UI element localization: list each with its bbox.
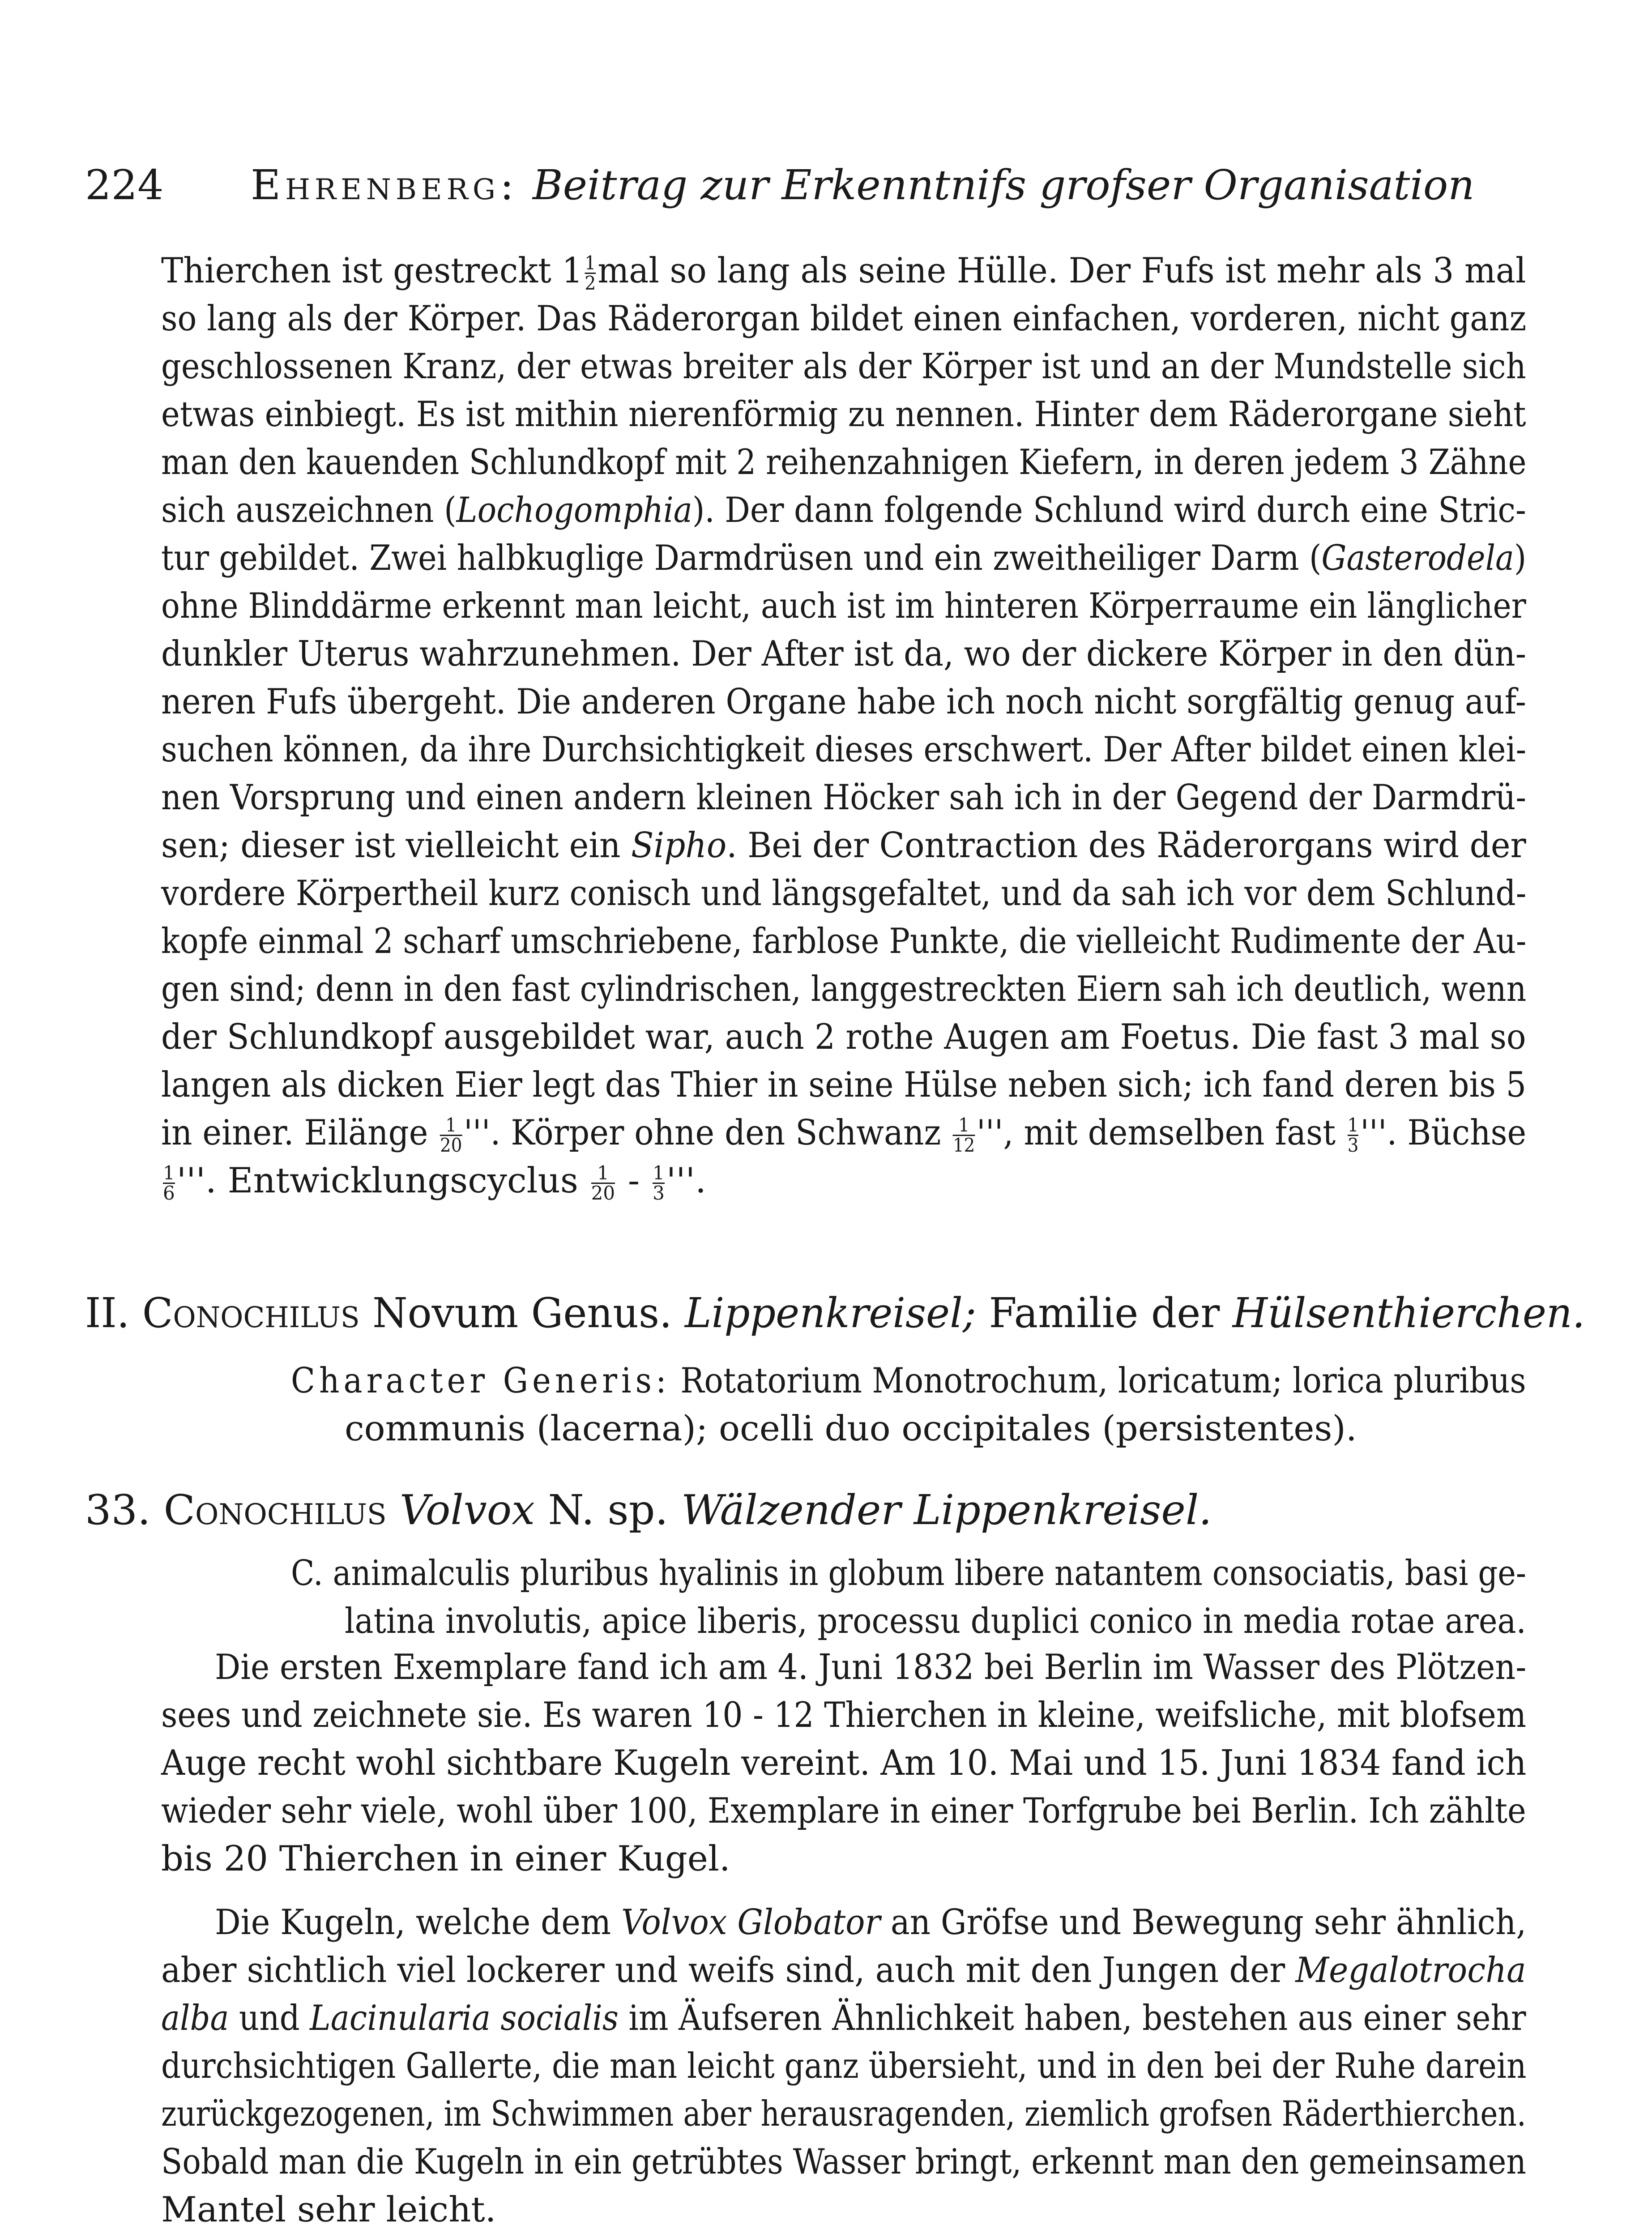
- text-line: man den kauenden Schlundkopf mit 2 reihenzahnigen Kiefern, in deren jedem 3 Zähne: [161, 442, 1527, 483]
- text-line: geschlossenen Kranz, der etwas breiter als der Körper ist und an der Mundstelle sich: [161, 346, 1526, 387]
- species-epithet: Volvox: [400, 1486, 535, 1534]
- text-line: kopfe einmal 2 scharf umschriebene, farblose Punkte, die vielleicht Rudimente der Au-: [161, 921, 1527, 961]
- text-line: wieder sehr viele, wohl über 100, Exemplare in einer Torfgrube bei Berlin. Ich zählte: [161, 1791, 1526, 1831]
- text-line: der Schlundkopf ausgebildet war, auch 2 rothe Augen am Foetus. Die fast 3 mal so: [161, 1017, 1526, 1057]
- fraction: $\frac{1}{2}$: [585, 252, 596, 294]
- header-author: Ehrenberg:: [251, 161, 518, 209]
- text-line: Thierchen ist gestreckt 1 $\frac{1}{2}$ mal so lang als seine Hülle. Der Fufs ist mehr als 3 mal: [161, 251, 1526, 294]
- text-line: suchen können, da ihre Durchsichtigkeit dieses erschwert. Der After bildet einen klei-: [161, 730, 1527, 770]
- text-line: Auge recht wohl sichtbare Kugeln vereint. Am 10. Mai und 15. Juni 1834 fand ich: [161, 1743, 1527, 1783]
- text-line: alba und Lacinularia socialis im Äufseren Ähnlichkeit haben, bestehen aus einer sehr: [161, 1998, 1526, 2038]
- species-heading: [85, 1486, 1212, 1534]
- family-name: Hülsenthierchen.: [1232, 1289, 1585, 1337]
- genus-heading: [85, 1289, 1585, 1337]
- text-line: sich auszeichnen (Lochogomphia). Der dann folgende Schlund wird durch eine Stric-: [161, 490, 1526, 530]
- text-line: ohne Blinddärme erkennt man leicht, auch ist im hinteren Körperraume ein länglicher: [161, 586, 1526, 626]
- running-header: [85, 161, 1475, 224]
- genus-name: Conochilus: [142, 1289, 360, 1337]
- fraction: $\frac{1}{12}$: [952, 1114, 975, 1156]
- text-line: tur gebildet. Zwei halbkuglige Darmdrüsen und ein zweitheiliger Darm (Gasterodela): [161, 538, 1527, 578]
- genus-novum: Novum Genus.: [372, 1289, 672, 1337]
- species-number: 33.: [85, 1486, 151, 1534]
- fraction: $\frac{1}{3}$: [1347, 1114, 1359, 1156]
- genus-vernacular: Lippenkreisel;: [685, 1289, 977, 1337]
- species-nsp: N. sp.: [548, 1486, 668, 1534]
- family-label: Familie der: [989, 1289, 1220, 1337]
- character-label: Character Generis:: [291, 1361, 670, 1401]
- text-line: $\frac{1}{6}$ '''. Entwicklungscyclus $\frac{1}{20}$ - $\frac{1}{3}$ '''.: [163, 1161, 706, 1204]
- text-line: sees und zeichnete sie. Es waren 10 - 12 Thierchen in kleine, weifsliche, mit blofsem: [161, 1695, 1527, 1735]
- text-line: Sobald man die Kugeln in ein getrübtes Wasser bringt, erkennt man den gemeinsamen: [161, 2142, 1526, 2182]
- text-line: neren Fufs übergeht. Die anderen Organe habe ich noch nicht sorgfältig genug auf-: [161, 682, 1526, 722]
- text-line: zurückgezogenen, im Schwimmen aber herausragenden, ziemlich grofsen Räderthierchen.: [161, 2094, 1526, 2134]
- text-line: gen sind; denn in den fast cylindrischen, langgestreckten Eiern sah ich deutlich, wenn: [161, 969, 1527, 1009]
- text-line: durchsichtigen Gallerte, die man leicht ganz übersieht, und in den bei der Ruhe darein: [161, 2046, 1527, 2086]
- text-line: latina involutis, apice liberis, processu duplici conico in media rotae area.: [345, 1601, 1526, 1641]
- text-line: Mantel sehr leicht.: [161, 2190, 496, 2230]
- species-vernacular: Wälzender Lippenkreisel.: [681, 1486, 1212, 1534]
- header-title: Beitrag zur Erkenntnifs grofser Organisation: [533, 161, 1475, 209]
- text-line: communis (lacerna); ocelli duo occipitales (persistentes).: [345, 1409, 1357, 1449]
- text-line: sen; dieser ist vielleicht ein Sipho. Bei der Contraction des Räderorgans wird der: [161, 825, 1526, 866]
- fraction: $\frac{1}{20}$: [440, 1114, 462, 1156]
- text-line: Die Kugeln, welche dem Volvox Globator an Gröfse und Bewegung sehr ähnlich,: [215, 1902, 1527, 1943]
- text-line: nen Vorsprung und einen andern kleinen Höcker sah ich in der Gegend der Darmdrü-: [161, 777, 1527, 818]
- text-line: in einer. Eilänge $\frac{1}{20}$ '''. Körper ohne den Schwanz $\frac{1}{12}$ ''', mit demselben fast $\frac{1}{3}$ '''. Büchse: [161, 1113, 1527, 1156]
- genus-number: II.: [85, 1289, 130, 1337]
- text-line: etwas einbiegt. Es ist mithin nierenförmig zu nennen. Hinter dem Räderorgane sieht: [161, 394, 1526, 435]
- page-number: 224: [85, 161, 164, 209]
- text-line: C. animalculis pluribus hyalinis in globum libere natantem consociatis, basi ge-: [291, 1553, 1526, 1593]
- fraction: $\frac{1}{3}$: [653, 1162, 665, 1204]
- fraction: $\frac{1}{6}$: [163, 1162, 175, 1204]
- text-line: dunkler Uterus wahrzunehmen. Der After ist da, wo der dickere Körper in den dün-: [161, 634, 1527, 674]
- text-line: vordere Körpertheil kurz conisch und längsgefaltet, und da sah ich vor dem Schlund-: [161, 873, 1527, 914]
- text-line: langen als dicken Eier legt das Thier in seine Hülse neben sich; ich fand deren bis 5: [161, 1065, 1527, 1105]
- species-genus: Conochilus: [163, 1486, 387, 1534]
- text-line: aber sichtlich viel lockerer und weifs sind, auch mit den Jungen der Megalotrocha: [161, 1950, 1526, 1990]
- text-line: Die ersten Exemplare fand ich am 4. Juni 1832 bei Berlin im Wasser des Plötzen-: [215, 1647, 1527, 1687]
- text-line: Character Generis: Rotatorium Monotrochum, loricatum; lorica pluribus: [291, 1361, 1526, 1401]
- text-line: so lang als der Körper. Das Räderorgan bildet einen einfachen, vorderen, nicht ganz: [161, 299, 1527, 339]
- text-line: bis 20 Thierchen in einer Kugel.: [161, 1839, 730, 1879]
- fraction: $\frac{1}{20}$: [591, 1162, 615, 1204]
